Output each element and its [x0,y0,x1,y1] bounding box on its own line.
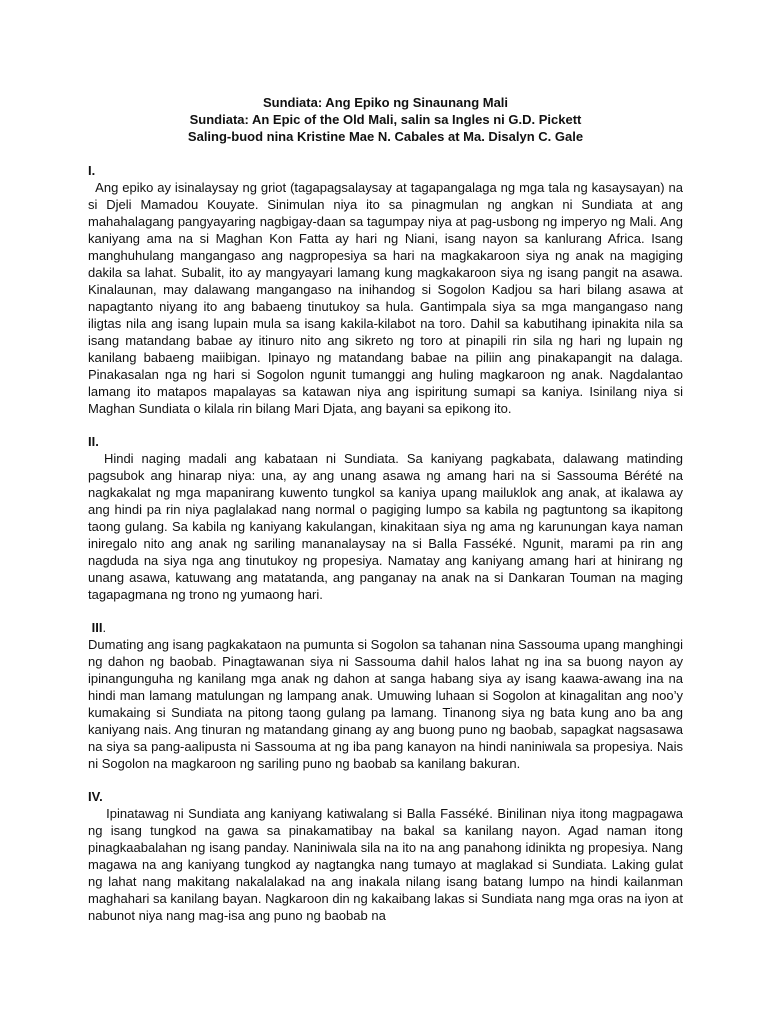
section-paragraph: Ang epiko ay isinalaysay ng griot (tagapagsalaysay at tagapangalaga ng mga tala ng kasaysayan) na si Djeli Mamadou Kouyate. Sinimulan niya ito sa pinagmulan ng angkan ni Sundiata at ang mahahalagang pangyayaring nagbigay-daan sa tagumpay niya at pag-usbong ng imperyo ng Mali. Ang kaniyang ama na si Maghan Kon Fatta ay hari ng Niani, isang nayon sa kanlurang Africa. Isang manghuhulang mangangaso ang nagpropesiya sa hari na magkakaroon siya ng anak na magiging dakila sa lahat. Subalit, ito ay mangyayari lamang kung magkakaroon siya ng isang pangit na asawa. Kinalaunan, may dalawang mangangaso na inihandog si Sogolon Kadjou sa hari bilang asawa at napagtanto niyang ito ang babaeng tinutukoy sa hula. Gantimpala siya sa mga mangangaso nang iligtas nila ang isang lupain mula sa isang kakila-kilabot na toro. Dahil sa kabutihang ipinakita nila sa isang matandang babae ay itinuro nito ang sikreto ng toro at pinapili rin sila ng hari ng lupain ng kanilang babaeng maiibigan. Ipinayo ng matandang babae na piliin ang pinakapangit na dalaga. Pinakasalan nga ng hari si Sogolon ngunit tumanggi ang huling magkaroon ng anak. Nagdalantao lamang ito matapos mapalayas sa katawan niya ang ispiritung sumapi sa kaniya. Isinilang niya si Maghan Sundiata o kilala rin bilang Mari Djata, ang bayani sa epikong ito. [88,180,683,416]
section-numeral: II. [88,434,99,449]
section-3 [88,619,683,772]
section-paragraph: Ipinatawag ni Sundiata ang kaniyang katiwalang si Balla Fasséké. Binilinan niya itong magpagawa ng isang tungkod na gawa sa pinakamatibay na bakal sa kanilang nayon. Agad naman itong pinagkaabalahan ng isang panday. Naniniwala sila na ito na ang panahong idinikta ng propesiya. Nang magawa na ang kaniyang tungkod ay nagtangka nang tumayo at maglakad si Sundiata. Laking gulat ng lahat nang makitang nakalalakad na ang inakala nilang isang batang lumpo na hindi kailanman maghahari sa kanilang bayan. Nagkaroon din ng kakaibang lakas si Sundiata nang mga oras na iyon at nabunot niya nang mag-isa ang puno ng baobab na [88,806,683,923]
document-page [88,94,683,940]
document-subtitle: Sundiata: An Epic of the Old Mali, salin sa Ingles ni G.D. Pickett [189,112,582,127]
section-numeral: III. [91,620,107,635]
section-4 [88,788,683,924]
section-numeral: IV. [88,789,103,804]
document-header [88,94,683,145]
section-1 [88,162,683,417]
section-2 [88,433,683,603]
document-credit: Saling-buod nina Kristine Mae N. Cabales at Ma. Disalyn C. Gale [187,129,584,144]
section-paragraph: Dumating ang isang pagkakataon na pumunta si Sogolon sa tahanan nina Sassouma upang manghingi ng dahon ng baobab. Pinagtawanan siya ni Sassouma dahil halos lahat ng ina sa buong nayon ay ipinangunguha ng kanilang mga anak ng dahon at sanga habang siya ay isang kaawa-awang ina na hindi man lamang matulungan ng lampang anak. Umuwing luhaan si Sogolon at kinagalitan ang noo’y kumakaing si Sundiata na pitong taong gulang pa lamang. Tinanong siya ng bata kung ano ba ang kaniyang nais. Ang tinuran ng matandang ginang ay ang buong puno ng baobab, sapagkat nagsasawa na siya sa pang-aalipusta ni Sassouma at ng iba pang kanayon na hindi naniniwala sa propesiya. Nais ni Sogolon na magkaroon ng sariling puno ng baobab sa kanilang bakuran. [88,637,683,771]
section-paragraph: Hindi naging madali ang kabataan ni Sundiata. Sa kaniyang pagkabata, dalawang matinding pagsubok ang hinarap niya: una, ay ang unang asawa ng amang hari na si Sassouma Bérété na nagkakalat ng mga mapanirang kuwento tungkol sa kaniya upang mailuklok ang anak, at ikalawa ay ang hindi pa rin niya paglalakad nang normal o pagiging lumpo sa kabila ng pagtuntong sa ikapitong taong gulang. Sa kabila ng kaniyang kakulangan, kinakitaan siya ng ama ng karunungan kaya naman iniregalo nito ang anak ng sariling mananalaysay na si Balla Fasséké. Ngunit, marami pa rin ang nagduda na siya nga ang tinutukoy ng propesiya. Namatay ang kaniyang amang hari at hinirang ng unang asawa, katuwang ang matatanda, ang panganay na anak na si Dankaran Touman na maging tagapagmana ng trono ng yumaong hari. [88,451,684,602]
section-numeral: I. [88,163,96,178]
document-title: Sundiata: Ang Epiko ng Sinaunang Mali [262,95,509,110]
